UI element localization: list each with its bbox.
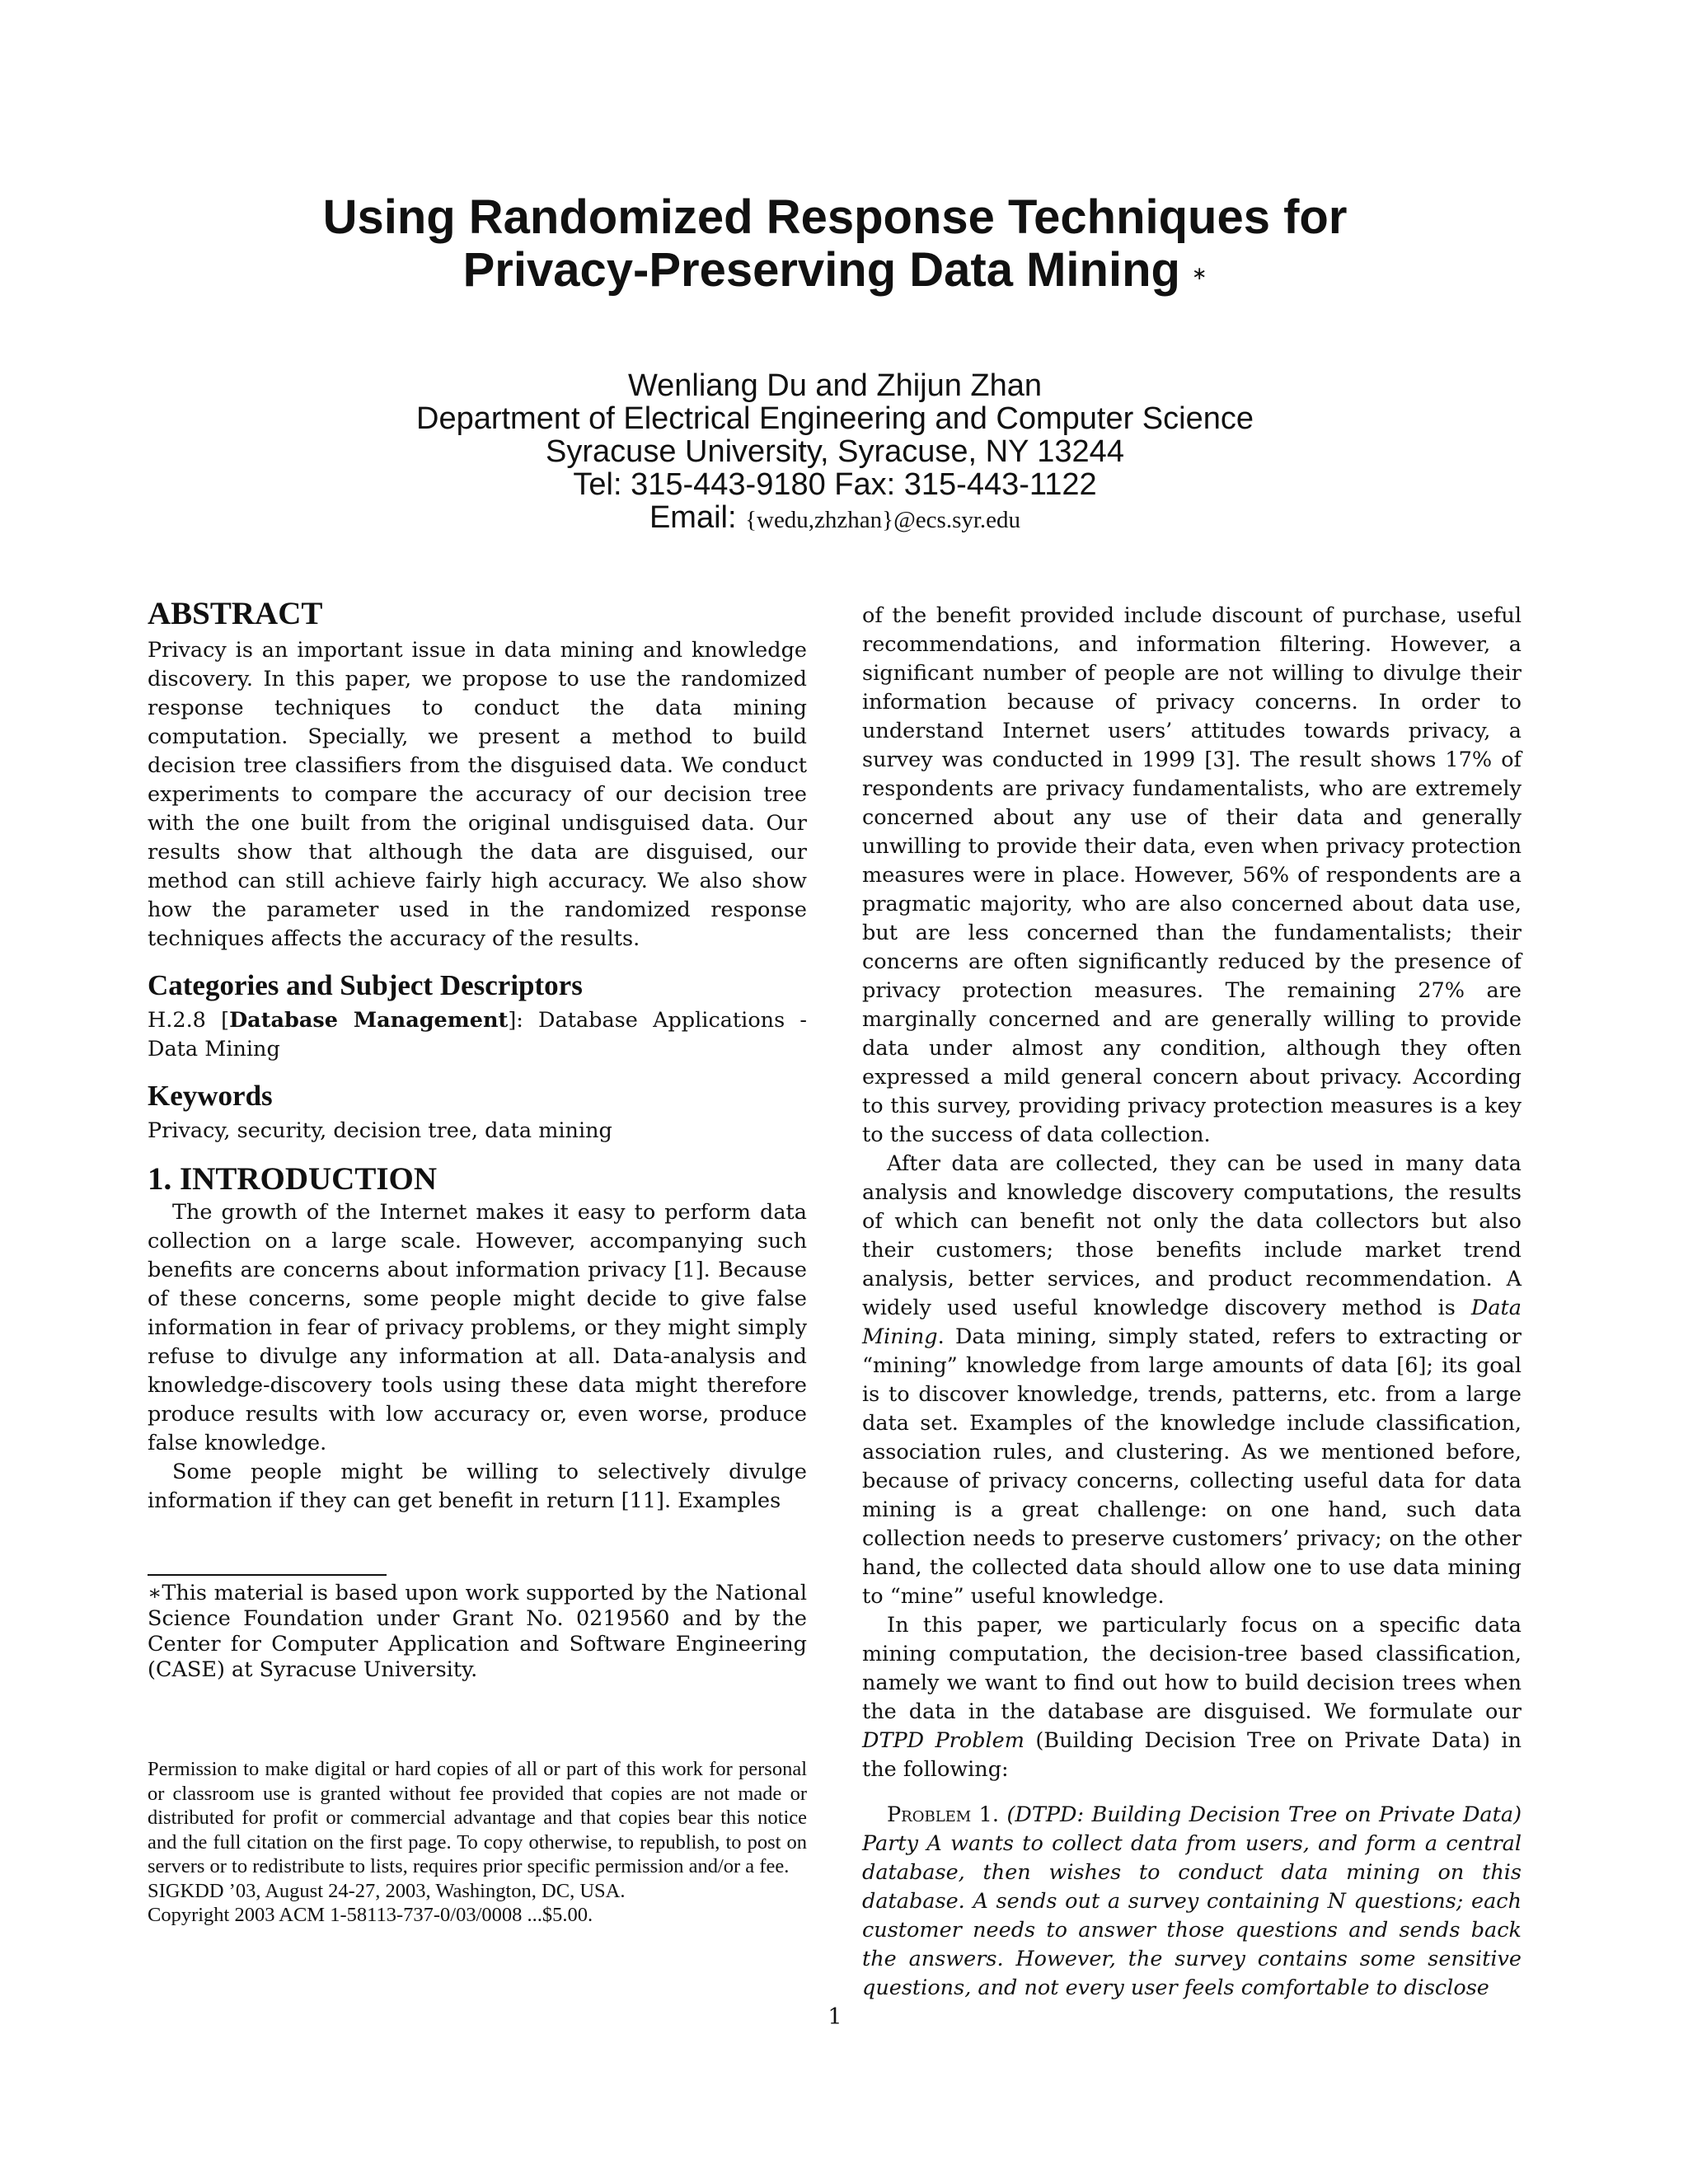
- problem-text: (DTPD: Building Decision Tree on Private Data) Party A wants to collect data from users, and form a central database, then wishes to conduct data mining on this database. A sends out a survey containing N questions; each customer needs to answer those questions and sends back the answers. However, the survey contains some sensitive questions, and not every user feels comfortable to disclose: [862, 1802, 1522, 2000]
- keywords-heading: Keywords: [148, 1080, 273, 1112]
- paper-title-line-2: [0, 244, 1670, 300]
- author-university: Syracuse University, Syracuse, NY 13244: [546, 434, 1124, 469]
- categories-text: [148, 1006, 807, 1064]
- venue-line: SIGKDD ’03, August 24-27, 2003, Washington, DC, USA.: [148, 1879, 626, 1902]
- copyright-line: Copyright 2003 ACM 1-58113-737-0/03/0008 ...$5.00.: [148, 1904, 593, 1926]
- author-email-line: [0, 501, 1670, 537]
- p2-text-a: After data are collected, they can be used in many data analysis and knowledge discovery computations, the results of which can benefit not only the data collectors but also their customers; those benefits include market trend analysis, better services, and product recommendation. A widely used useful knowledge discovery method is: [862, 1151, 1522, 1320]
- paper-title-line-1: Using Randomized Response Techniques for: [322, 190, 1348, 244]
- problem-statement: [862, 1801, 1522, 2003]
- funding-footnote: ∗This material is based upon work supported by the National Science Foundation under Grant No. 0219560 and by the Center for Computer Application and Software Engineering (CASE) at Syracuse University.: [148, 1581, 807, 1682]
- intro-paragraph-1: The growth of the Internet makes it easy to perform data collection on a large scale. However, accompanying such benefits are concerns about information privacy [1]. Because of these concerns, some people might decide to give false information in fear of privacy problems, or they might simply refuse to divulge any information at all. Data-analysis and knowledge-discovery tools using these data might therefore produce results with low accuracy or, even worse, produce false knowledge.: [148, 1200, 807, 1455]
- footnote-rule: [148, 1574, 387, 1576]
- p2-emphasis: Data Mining: [862, 1296, 1522, 1349]
- introduction-heading: 1. INTRODUCTION: [148, 1161, 438, 1197]
- author-department: Department of Electrical Engineering and Computer Science: [416, 401, 1254, 436]
- author-names: Wenliang Du and Zhijun Zhan: [627, 368, 1043, 403]
- right-column: [862, 602, 1522, 2003]
- problem-label: Problem 1.: [887, 1802, 999, 1827]
- right-paragraph-3: [862, 1611, 1522, 1784]
- permission-text: Permission to make digital or hard copies of all or part of this work for personal or classroom use is granted without fee provided that copies are not made or distributed for profit or commercial advantage and that copies bear this notice and the full citation on the first page. To copy otherwise, to republish, to post on servers or to redistribute to lists, requires prior specific permission and/or a fee.: [148, 1758, 807, 1877]
- page-number: 1: [828, 2004, 842, 2030]
- left-column: [148, 595, 807, 1516]
- categories-heading: Categories and Subject Descriptors: [148, 969, 583, 1001]
- permission-block: [148, 1757, 807, 1928]
- categories-rest: ]: Database Applications - Data Mining: [148, 1008, 808, 1062]
- right-paragraph-2: [862, 1150, 1522, 1611]
- right-paragraph-1: of the benefit provided include discount of purchase, useful recommendations, and information filtering. However, a significant number of people are not willing to divulge their information because of privacy concerns. In order to understand Internet users’ attitudes towards privacy, a survey was conducted in 1999 [3]. The result shows 17% of respondents are privacy fundamentalists, who are extremely concerned about any use of their data and generally unwilling to provide their data, even when privacy protection measures were in place. However, 56% of respondents are a pragmatic majority, who are also concerned about data use, but are less concerned than the fundamentalists; their concerns are often significantly reduced by the presence of privacy protection measures. The remaining 27% are marginally concerned and are generally willing to provide data under almost any condition, although they often expressed a mild general concern about privacy. According to this survey, providing privacy protection measures is a key to the success of data collection.: [862, 603, 1522, 1147]
- paper-title-text: Privacy-Preserving Data Mining: [462, 243, 1180, 297]
- keywords-text: Privacy, security, decision tree, data mining: [148, 1118, 612, 1143]
- email-address[interactable]: {wedu,zhzhan}@ecs.syr.edu: [745, 507, 1021, 533]
- intro-paragraph-2: Some people might be willing to selectively divulge information if they can get benefit in return [11]. Examples: [148, 1460, 807, 1513]
- p3-text-b: (Building Decision Tree on Private Data) in the following:: [862, 1728, 1522, 1782]
- p3-emphasis: DTPD Problem: [862, 1728, 1025, 1753]
- title-footnote-mark: ∗: [1191, 263, 1207, 284]
- p3-text-a: In this paper, we particularly focus on a specific data mining computation, the decision-tree based classification, namely we want to find out how to build decision trees when the data in the database are disguised. We formulate our: [862, 1613, 1522, 1724]
- p2-text-b: . Data mining, simply stated, refers to extracting or “mining” knowledge from large amounts of data [6]; its goal is to discover knowledge, trends, patterns, etc. from a large data set. Examples of the knowledge include classification, association rules, and clustering. As we mentioned before, because of privacy concerns, collecting useful data for data mining is a great challenge: on one hand, such data collection needs to preserve customers’ privacy; on the other hand, the collected data should allow one to use data mining to “mine” useful knowledge.: [862, 1324, 1522, 1609]
- author-phone: Tel: 315-443-9180 Fax: 315-443-1122: [573, 467, 1097, 502]
- abstract-text: Privacy is an important issue in data mining and knowledge discovery. In this paper, we propose to use the randomized response techniques to conduct the data mining computation. Specially, we present a method to build decision tree classifiers from the disguised data. We conduct experiments to compare the accuracy of our decision tree with the one built from the original undisguised data. Our results show that although the data are disguised, our method can still achieve fairly high accuracy. We also show how the parameter used in the randomized response techniques affects the accuracy of the results.: [148, 638, 807, 951]
- abstract-heading: ABSTRACT: [148, 596, 323, 631]
- categories-code: H.2.8 [: [148, 1008, 230, 1033]
- categories-bold: Database Management: [229, 1008, 509, 1033]
- email-label: Email:: [649, 500, 737, 535]
